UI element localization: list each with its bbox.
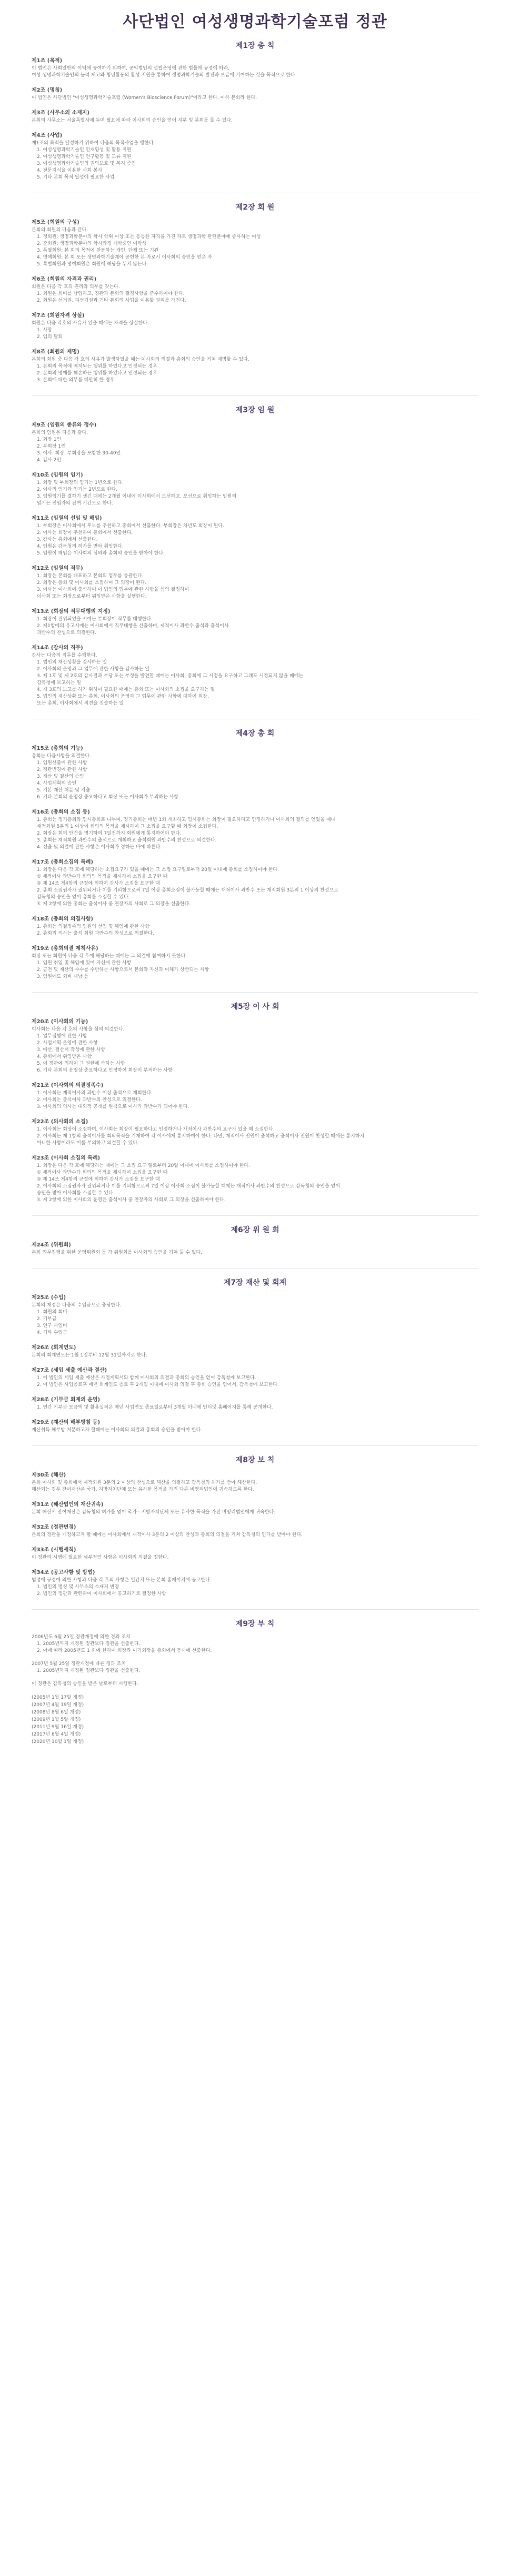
article-clause: 1. 회장이 궐위되었을 시에는 부회장이 직무를 대행한다. bbox=[37, 617, 153, 622]
article-text: 본회의 회계연도는 1월 1일부터 12월 31일까지로 한다. bbox=[32, 1353, 147, 1358]
article-clause: 3. 감사는 총회에서 선출한다. bbox=[37, 537, 98, 542]
article-clause: 1. 정회원: 생명과학분야의 학사 학위 이상 또는 동등한 자격을 가진 자로 생명과학 관련분야에 종사하는 여성 bbox=[37, 234, 261, 240]
article-clause: 2. 이사회의 소집권자가 궐위되거나 이를 기피함으로써 7일 이상 이사회 소집이 불가능할 때에는 재적이사 과반수의 찬성으로 감독청의 승인을 얻어 bbox=[37, 1184, 340, 1189]
article-clause: 1. 이사회는 재적이사의 과반수 이상 출석으로 개회한다. bbox=[37, 1091, 153, 1096]
article-clause: 임기는 전임자의 잔여 기간으로 한다. bbox=[37, 501, 113, 506]
article-clause: 4. 감사 2인 bbox=[37, 458, 62, 463]
article-title: 제12조 (임원의 직무) bbox=[32, 566, 83, 571]
article-block bbox=[32, 470, 478, 507]
article-clause: 또는 총회, 이사회에서 의견을 진술하는 일 bbox=[37, 701, 124, 706]
article-clause: 1. 법인의 명칭 및 사무소의 소재지 변경 bbox=[37, 1584, 119, 1590]
article-clause: 4. 전문지식을 이용한 사회 봉사 bbox=[37, 168, 103, 173]
article-text: 본회의 회원의 다음과 같다. bbox=[32, 227, 88, 233]
article-block bbox=[32, 1395, 478, 1411]
article-block bbox=[32, 513, 478, 557]
article-title: 제22조 (의사회의 소집) bbox=[32, 1119, 88, 1125]
article-text: 본회의 정관을 개정하고자 할 때에는 이사회에서 재적이사 3분의 2 이상의 찬성과 총회의 의결을 거쳐 감독청의 인가를 받아야 한다. bbox=[32, 1532, 303, 1538]
article-clause: 3. 여성생명과학기술인의 권익보호 및 복지 증진 bbox=[37, 161, 136, 166]
article-clause: 5. 이 정관에 의하여 그 권한에 속하는 사항 bbox=[37, 1061, 125, 1066]
chapter-title: 제7장 재산 및 회계 bbox=[223, 1279, 287, 1287]
article-clause: 2. 회원은 선거권, 피선거권과 기타 본회의 사업을 이용할 권리를 가진다. bbox=[37, 298, 186, 303]
chapter-title: 제4장 총 회 bbox=[235, 729, 275, 738]
article-clause: 3. 연구 사업비 bbox=[37, 1323, 67, 1329]
article-clause: 1. 회원은 회비를 납입하고, 정관과 본회의 결정사항을 준수하여야 한다. bbox=[37, 291, 185, 296]
article-text: 감사는 다음의 직무를 수행한다. bbox=[32, 653, 97, 658]
article-clause: 3. 이사: 회장, 부회장을 포함한 30-40인 bbox=[37, 451, 121, 456]
revision-history bbox=[32, 1694, 478, 1746]
article-block bbox=[32, 347, 478, 384]
revision-date: (2008년 8월 6일 개정) bbox=[32, 1710, 81, 1715]
article-clause: 3. 제 1호 및 제 2호의 감사결과 부당 또는 부정을 발견할 때에는 이사회, 총회에 그 시정을 요구하고 그래도 시정되지 않을 때에는 bbox=[37, 673, 304, 679]
article-block bbox=[32, 944, 478, 980]
revision-date: (2009년 1월 5일 개정) bbox=[32, 1717, 81, 1722]
chapter-section bbox=[32, 193, 478, 384]
article-title: 제27조 (세입 세출 예산과 결산) bbox=[32, 1368, 107, 1373]
article-clause: 5. 임원이 해임은 이사회의 심의와 총회의 승인을 받아야 한다. bbox=[37, 551, 165, 556]
chapter-section bbox=[32, 1215, 478, 1256]
article-title: 제23조 (이사회 소집의 특례) bbox=[32, 1155, 101, 1161]
chapters-container bbox=[32, 40, 478, 1688]
article-title: 제25조 (수입) bbox=[32, 1295, 66, 1301]
chapter-divider bbox=[32, 1609, 478, 1610]
article-clause: 5. 기본 재산 처분 및 지출 bbox=[37, 788, 91, 793]
article-text: 재산취득 해부방 처분하고자 할때에는 이사회의 의결과 총회의 승인을 받아야 한다. bbox=[32, 1428, 203, 1433]
article-clause: 2. 이 법인은 사업종료후 매년 회계연도 종료 후 2개월 이내에 이사회 의결 후 총회 승인을 얻어서, 감독청에 보고한다. bbox=[37, 1382, 279, 1388]
chapter-title: 제8장 보 칙 bbox=[235, 1456, 275, 1464]
chapter-divider bbox=[32, 1215, 478, 1216]
article-title: 제4조 (사업) bbox=[32, 133, 63, 138]
article-clause: 1. 본회의 목적에 배치되는 행위를 하였다고 인정되는 경우 bbox=[37, 364, 157, 369]
chapter-title: 제2장 회 원 bbox=[235, 203, 275, 212]
article-text: 본회 이사회 및 총회에서 재적회원 3분의 2 이상의 찬성으로 해산을 의결하고 감독청의 허가를 받아 해산한다. bbox=[32, 1480, 257, 1485]
article-clause: 3. 예산, 결산서 작성에 관한 사항 bbox=[37, 1047, 106, 1053]
article-clause: 2. 회장은 회의 안건을 명기하여 7일전까지 회원에게 통지하여야 한다. bbox=[37, 831, 182, 836]
article-clause: 1. 2005년까지 개정된 정관보다 정관을 선출한다. bbox=[37, 1641, 141, 1647]
article-clause: 3. 이사회의 의사는 대외적 공개를 원칙으로 이사가 과반수가 되어야 한다. bbox=[37, 1104, 189, 1109]
article-block bbox=[32, 56, 478, 79]
chapter-title: 제5장 이 사 회 bbox=[231, 1003, 279, 1011]
article-clause: 4. 총회에서 위임받은 사항 bbox=[37, 1054, 92, 1059]
article-text: 이 법인은 사단법인 "여성생명과학기술포럼 (Women's Bioscience Forum)"이라고 한다. 이하 본회라 한다. bbox=[32, 95, 257, 101]
article-clause: 1. 부회장은 이사회에서 후보를 추천하고 총회에서 선출한다. 부회장은 차년도 회장이 된다. bbox=[37, 523, 224, 529]
article-text: 이 법인은 사회일반의 이익에 공여하기 위하여, 공익법인의 설립운영에 관한 법률에 규정에 따라, bbox=[32, 66, 230, 71]
article-clause: 1. 회장 1인 bbox=[37, 437, 62, 442]
article-clause: 4. 명예회원: 본 회 또는 생명과학기술계에 공헌한 본 자로서 이사회의 승인을 얻은 자 bbox=[37, 255, 212, 260]
article-clause: 과반수의 찬성으로 의결한다. bbox=[37, 630, 96, 636]
article-clause: 1. 이사회는 회장이 소집하며, 이사회는 회장이 필요하다고 인정하거나 재적이사 과반수의 요구가 있을 때 소집한다. bbox=[37, 1127, 275, 1132]
revision-date: (2011년 9월 16일 개정) bbox=[32, 1725, 84, 1730]
article-title: 제28조 (기부금 회계의 운영) bbox=[32, 1397, 101, 1403]
article-title: 제1조 (목적) bbox=[32, 58, 63, 64]
article-clause: 1. 사망 bbox=[37, 328, 52, 333]
article-clause: 3. 본회에 대한 의무를 태만히 한 경우 bbox=[37, 378, 115, 383]
article-clause: 6. 기타 본회의 운영상 중요하다고 회장 또는 이사회가 부의하는 사항 bbox=[37, 795, 179, 800]
article-clause: 2. 이에 따라 2005년도 1 회에 한하여 회장과 이기회장을 총회에서 동시에 선출한다. bbox=[37, 1648, 212, 1653]
article-clause: 6. 기타 본회의 운영상 중요하다고 인정하여 회장이 부의하는 사항 bbox=[37, 1068, 173, 1073]
article-block bbox=[32, 1153, 478, 1204]
article-block bbox=[32, 1500, 478, 1516]
article-clause: 2. 여성생명과학기술인 연구활동 및 교류 지원 bbox=[37, 154, 132, 160]
article-clause: 5. 기타 본회 목적 달성에 필요한 사업 bbox=[37, 175, 115, 180]
chapter-title: 제1장 총 칙 bbox=[235, 42, 275, 50]
article-text: 해산되는 경우 잔여재산은 국가, 지방자치단체 또는 유사한 목적을 가진 다른 비영리법인에 귀속하도록 한다. bbox=[32, 1487, 254, 1492]
article-text: 이 정관의 시행에 필요한 세부적인 사항은 이사회의 의결을 정한다. bbox=[32, 1555, 169, 1560]
article-block bbox=[32, 1470, 478, 1493]
article-title: 제21조 (이사회의 의결정족수) bbox=[32, 1083, 104, 1088]
article-block bbox=[32, 420, 478, 464]
article-block bbox=[32, 1568, 478, 1598]
article-text: 회원은 다음 각 호의 권리와 의무를 갖는다. bbox=[32, 284, 120, 290]
article-block bbox=[32, 1681, 478, 1688]
article-title: 제15조 (총회의 기능) bbox=[32, 746, 83, 751]
article-clause: 재적회원 5분의 1 이상이 회의의 목적을 제시하여 그 소집을 요구할 때 회장이 소집한다. bbox=[37, 824, 218, 829]
article-block bbox=[32, 1117, 478, 1147]
article-block bbox=[32, 1661, 478, 1675]
article-clause: 승인을 받아 이사회를 소집할 수 있다. bbox=[37, 1191, 115, 1196]
article-block bbox=[32, 1081, 478, 1111]
article-clause: 4. 선출 및 의결에 관한 사항은 이사회가 정하는 바에 따른다. bbox=[37, 845, 162, 850]
article-clause: 3. 임원에도 회비 대납 등 bbox=[37, 974, 89, 979]
article-clause: 2. 회장은 총회 및 이사회를 소집하며 그 의장이 된다. bbox=[37, 580, 147, 586]
article-clause: 1. 연간 기부금 모금액 및 활용실적은 매년 사업연도 종료일로부터 3개월 이내에 인터넷 홈페이지를 통해 공개한다. bbox=[37, 1405, 273, 1410]
article-clause: 3. 재산 및 결산의 승인 bbox=[37, 774, 84, 779]
article-title: 제33조 (시행세칙) bbox=[32, 1547, 76, 1553]
chapter-section bbox=[32, 1445, 478, 1598]
article-title: 제13조 (회장의 직무대행의 지정) bbox=[32, 609, 111, 615]
revision-date: (2020년 10월 1일 개정) bbox=[32, 1739, 84, 1745]
article-block bbox=[32, 131, 478, 181]
chapter-section bbox=[32, 719, 478, 980]
article-title: 제34조 (공고사항 및 방법) bbox=[32, 1570, 95, 1576]
article-block bbox=[32, 217, 478, 268]
article-block bbox=[32, 807, 478, 851]
article-clause: 4. 임원은 감독청의 허가를 받아 취임한다. bbox=[37, 544, 124, 549]
article-block bbox=[32, 1522, 478, 1539]
article-clause: 3. 제 2항에 의한 총회는 출석이사 중 연장자의 사회로 그 의장을 선출한다. bbox=[37, 901, 191, 907]
article-block bbox=[32, 607, 478, 637]
article-title: 제32조 (정관변경) bbox=[32, 1524, 76, 1530]
article-text: 여성 생명과학기술인의 능력 제고와 청년활동의 활성 지원을 통하여 생명과학기술의 발전과 보급에 기여하는 것을 목적으로 한다. bbox=[32, 73, 297, 78]
article-block bbox=[32, 85, 478, 102]
chapter-title: 제6장 위 원 회 bbox=[231, 1226, 279, 1234]
article-clause: 3. 총회는 재적회원 과반수의 출석으로 개회하고 출석회원 과반수의 찬성으로 의결한다. bbox=[37, 838, 217, 843]
article-clause: 2. 총회 소집권자가 궐위되거나 이를 기피함으로써 7일 이상 총회소집이 불가능할 때에는 재적이사 과반수 또는 재적회원 3분의 1 이상의 찬성으로 bbox=[37, 888, 338, 893]
article-title: 제8조 (회원의 제명) bbox=[32, 349, 79, 355]
article-text: 본회의 임원은 다음과 같다. bbox=[32, 430, 88, 435]
article-clause: 1. 회장은 다음 각 호에 해당하는 때에는 그 소집 요구 일로부터 20일 이내에 이사회를 소집하여야 한다. bbox=[37, 1163, 250, 1168]
article-title: 제30조 (해산) bbox=[32, 1472, 66, 1478]
article-clause: 2. 이사는 회장이 추천하여 총회에서 선출한다. bbox=[37, 530, 133, 536]
article-clause: 2. 준회원: 생명과학분야의 학사과정 재학중인 여학생 bbox=[37, 241, 147, 246]
article-clause: 1. 2005년까지 개정된 정관보다 정관을 선출한다. bbox=[37, 1668, 141, 1673]
article-clause: 4. 사업계획의 승인 bbox=[37, 781, 77, 786]
article-clause: 2. 임의 탈퇴 bbox=[37, 334, 63, 340]
article-clause: 이사회 또는 회장으로부터 위임받은 사항을 실행한다. bbox=[37, 594, 147, 599]
article-clause: 2. 법인의 정관과 관련하여 이사회에서 공고하기로 결정한 사항 bbox=[37, 1591, 166, 1597]
article-title: 제31조 (해산법인의 재산귀속) bbox=[32, 1502, 104, 1508]
article-clause: 2. 사업계획 운영에 관한 사항 bbox=[37, 1041, 98, 1046]
article-clause: 감독청에 보고하는 일 bbox=[37, 680, 81, 686]
article-clause: 1. 회장은 다음 각 호에 해당하는 소집요구가 있을 때에는 그 소집 요구일로부터 20일 이내에 총회를 소집하여야 한다. bbox=[37, 867, 279, 873]
article-clause: ① 재적이사 과반수가 회의의 목적을 제시하여 소집을 요구한 때 bbox=[37, 1170, 168, 1175]
article-block bbox=[32, 311, 478, 341]
article-clause: ② 제 14조 제4항의 규정에 의하여 감사가 소집을 요구한 때 bbox=[37, 1177, 160, 1182]
chapter-section bbox=[32, 40, 478, 181]
chapter-divider bbox=[32, 395, 478, 396]
article-block bbox=[32, 1343, 478, 1359]
article-text: 본회의 회원 중 다음 각 호의 사유가 발생하였을 때는 이사회의 의결과 총회의 승인을 거쳐 제명할 수 있다. bbox=[32, 357, 249, 362]
article-clause: 아니한 사항이라도 이를 부의하고 의결할 수 있다. bbox=[37, 1141, 139, 1146]
article-clause: 2. 정관변경에 관한 사항 bbox=[37, 767, 87, 772]
article-text: 회장 또는 회원이 다음 각 호에 해당하는 때에는 그 의결에 참여하지 못한다. bbox=[32, 954, 187, 959]
chapter-section bbox=[32, 992, 478, 1204]
article-block bbox=[32, 274, 478, 304]
article-text: 본회의 재정은 다음의 수입금으로 충당한다. bbox=[32, 1303, 122, 1308]
article-clause: 1. 총회는 의결정족의 임원의 선임 및 해임에 관한 사항 bbox=[37, 924, 150, 929]
article-block bbox=[32, 914, 478, 937]
article-title: 제20조 (이사회의 기능) bbox=[32, 1019, 88, 1025]
article-title: 제19조 (총회의결 제척사유) bbox=[32, 946, 98, 952]
article-title: 제10조 (임원의 임기) bbox=[32, 472, 83, 478]
article-clause: 1. 업무집행에 관한 사항 bbox=[37, 1034, 87, 1039]
article-clause: ① 재적이사 과반수가 회의의 목적을 제시하여 소집을 요구한 때 bbox=[37, 874, 168, 879]
article-text: 총회는 다음사항을 의결한다. bbox=[32, 754, 91, 759]
article-clause: 2. 총회의 의사는 출석 회원 과반수의 찬성으로 의결한다. bbox=[37, 931, 154, 936]
article-block bbox=[32, 563, 478, 600]
article-block bbox=[32, 108, 478, 124]
article-block bbox=[32, 744, 478, 801]
article-title: 제26조 (회계연도) bbox=[32, 1345, 76, 1351]
article-clause: 2. 제1항에의 유고시에는 이사회에서 직무대행을 선출하며, 제적이사 과반수 출석과 출석이사 bbox=[37, 623, 229, 629]
article-clause: 2. 금전 및 재산의 수수를 수반하는 사항으로서 본회와 자신과 이해가 상반되는 사항 bbox=[37, 967, 209, 973]
article-title: 제18조 (총회의 의결사항) bbox=[32, 916, 93, 922]
document-title: 사단법인 여성생명과학기술포럼 정관 bbox=[123, 13, 387, 31]
article-clause: 2. 본회의 명예를 훼손하는 행위를 하였다고 인정되는 경우 bbox=[37, 371, 157, 376]
article-title: 제5조 (회원의 구성) bbox=[32, 220, 79, 225]
article-text: 본회 해산시 잔여재산은 감독청의 허가를 얻어 국가 · 지방자치단체 또는 유사한 목적을 가진 비영리법인에게 귀속한다. bbox=[32, 1510, 276, 1515]
article-clause: 1. 회원의 회비 bbox=[37, 1310, 67, 1315]
article-title: 제24조 (위원회) bbox=[32, 1242, 71, 1248]
article-clause: 4. 기타 수입금 bbox=[37, 1330, 67, 1335]
chapter-title: 제9장 부 칙 bbox=[235, 1620, 275, 1628]
article-clause: 2. 기부금 bbox=[37, 1316, 57, 1322]
chapter-divider bbox=[32, 1445, 478, 1446]
article-title: 제16조 (총회의 소집 등) bbox=[32, 809, 90, 815]
article-clause: 2. 이사회는 제 1항의 출석이사를 회의목적을 기재하여 각 이사에게 통지하여야 한다. 다만, 재적이사 전원이 출석하고 출석이사 전원이 찬성할 때에는 통지하지 bbox=[37, 1134, 365, 1139]
chapter-section bbox=[32, 1268, 478, 1434]
article-clause: 2. 이사회는 출석이사 과반수의 찬성으로 의결한다. bbox=[37, 1097, 142, 1103]
article-clause: 1. 회장 및 부회장의 임기는 1년으로 한다. bbox=[37, 480, 124, 486]
article-clause: 2. 부회장 1인 bbox=[37, 444, 66, 449]
article-clause: 3. 특별회원: 본 회의 목적에 찬동하는 개인, 단체 또는 기관 bbox=[37, 248, 159, 253]
article-block bbox=[32, 1418, 478, 1434]
article-block bbox=[32, 1240, 478, 1256]
article-title: 제6조 (회원의 자격과 권리) bbox=[32, 276, 97, 282]
article-title: 제3조 (사무소의 소재지) bbox=[32, 110, 90, 116]
article-clause: 2. 이사의 임기와 임기는 2년으로 한다. bbox=[37, 487, 118, 492]
article-title: 제2조 (명칭) bbox=[32, 87, 63, 93]
article-block bbox=[32, 1634, 478, 1654]
article-title: 제7조 (회원자격 상실) bbox=[32, 313, 85, 319]
article-title: 제29조 (재산의 해부방침 등) bbox=[32, 1420, 101, 1425]
article-text: 이 정관은 감독청의 승인을 받은 날로부터 시행한다. bbox=[32, 1681, 138, 1687]
article-title: 제17조 (총회소집의 특례) bbox=[32, 859, 93, 865]
article-text: 이사회는 다음 각 호의 사항을 심의 의결한다. bbox=[32, 1027, 125, 1032]
article-clause: 4. 제 3호의 보고를 하기 위하여 필요한 때에는 총회 또는 이사회의 소집을 요구하는 일 bbox=[37, 687, 215, 692]
article-clause: 1. 임원선출에 관한 사항 bbox=[37, 760, 87, 766]
article-clause: 5. 법인의 재산상황 또는 총회, 이사회의 운영과 그 업무에 관한 사항에 대하여 회장, bbox=[37, 694, 209, 699]
article-clause: 2. 이사회의 운영과 그 업무에 관한 사항을 감사하는 일 bbox=[37, 667, 150, 672]
article-clause: ② 제 14조 제4항의 규정에 의하여 감사가 소집을 요구한 때 bbox=[37, 881, 160, 886]
article-title: 제11조 (임원의 선임 및 해임) bbox=[32, 516, 102, 521]
article-text: 본회 업무집행을 위한 운영위원회 등 각 위원회를 이사회의 승인을 거쳐 둘 수 있다. bbox=[32, 1250, 203, 1255]
article-clause: 1. 여성생명과학기술인 인재양성 및 활용 지원 bbox=[37, 147, 132, 153]
article-block bbox=[32, 857, 478, 908]
chapter-divider bbox=[32, 1268, 478, 1269]
article-clause: 3. 이사는 이사회에 출석하여 이 법인의 업무에 관한 사항을 심의 결정하며 bbox=[37, 587, 189, 592]
article-block bbox=[32, 1017, 478, 1074]
article-block bbox=[32, 1293, 478, 1336]
revision-date: (2005년 1월 17일 개정) bbox=[32, 1695, 84, 1700]
article-text: 2007년 5월 25일 정관개정에 따른 경과 조치 bbox=[32, 1661, 126, 1667]
article-title: 제9조 (임원의 종류와 정수) bbox=[32, 422, 97, 428]
article-clause: 1. 회장은 본회를 대표하고 본회의 업무를 통괄한다. bbox=[37, 573, 144, 579]
revision-date: (2017년 6월 4일 개정) bbox=[32, 1732, 81, 1737]
article-text: 회원은 다음 각호의 사유가 있을 때에는 자격을 상실한다. bbox=[32, 321, 149, 326]
chapter-divider bbox=[32, 992, 478, 993]
article-clause: 1. 총회는 정기총회와 임시총회로 나누며, 정기총회는 매년 1회 개최하고 임시총회는 회장이 필요하다고 인정하거나 이사회의 결의를 얻었을 때나 bbox=[37, 817, 336, 823]
chapter-title: 제3장 임 원 bbox=[235, 406, 275, 414]
article-text: 본회의 사무소는 서울특별시에 두며 필요에 따라 이사회의 승인을 얻어 지부 및 분회를 둘 수 있다. bbox=[32, 118, 233, 123]
article-clause: 1. 이 법인의 세입 세출 예산은 사업계획서와 함께 이사회의 의결과 총회의 승인을 얻어 감독청에 보고한다. bbox=[37, 1375, 256, 1381]
revision-date: (2007년 4월 19일 개정) bbox=[32, 1702, 84, 1708]
article-clause: 1. 임원 취임 및 해임에 있어 자신에 관한 사항 bbox=[37, 960, 132, 966]
article-clause: 3. 임원임기를 결하기 생긴 때에는 2개월 이내에 이사회에서 보선하고, 보선으로 취임하는 임원의 bbox=[37, 494, 237, 499]
chapter-section bbox=[32, 395, 478, 707]
article-text: 2006년도 6월 25일 정관개정에 의한 경과 조치 bbox=[32, 1634, 131, 1640]
article-block bbox=[32, 1365, 478, 1389]
article-clause: 5. 특별회원과 명예회원은 회원에 해당을 두지 않는다. bbox=[37, 262, 148, 267]
article-block bbox=[32, 1545, 478, 1561]
article-text: 제1조의 목적을 달성하기 위하여 다음의 목적사업을 행한다. bbox=[32, 141, 155, 146]
article-block bbox=[32, 643, 478, 707]
article-clause: 3. 제 2항에 의한 이사회의 운영은 출석이사 중 연장자의 사회로 그 의장을 선출하여야 한다. bbox=[37, 1197, 226, 1203]
article-text: 법령에 규정에 의한 사항과 다음 각 호의 사항은 일간지 또는 본회 홈페이지에 공고한다. bbox=[32, 1578, 212, 1583]
chapter-section bbox=[32, 1609, 478, 1688]
article-clause: 1. 법인의 재산상황을 감사하는 일 bbox=[37, 660, 107, 665]
article-clause: 감독청의 승인을 얻어 총회를 소집할 수 있다. bbox=[37, 895, 130, 900]
article-title: 제14조 (감사의 직무) bbox=[32, 645, 83, 651]
